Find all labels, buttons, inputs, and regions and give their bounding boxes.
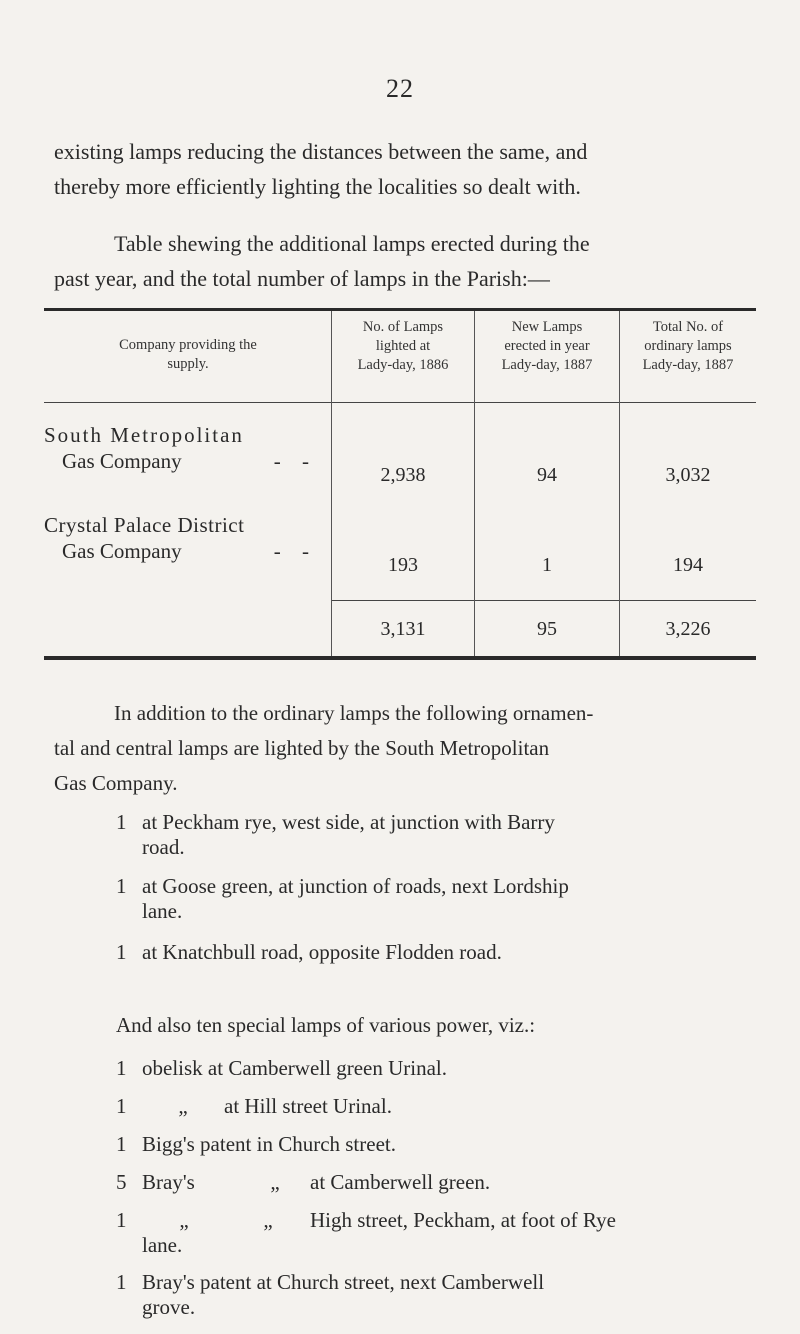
total-lighted: 3,131 [380,618,426,640]
intro-line-1: existing lamps reducing the distances between the same, and [54,139,588,164]
header-total-line: ordinary lamps [644,338,732,354]
item-text: obelisk at Camberwell green Urinal. [142,1056,447,1080]
item-text: at Camberwell green. [310,1170,491,1194]
item-text-continued: lane. [142,899,183,923]
list-item [116,1132,756,1157]
table-row-company [44,422,331,474]
item-text: at Hill street Urinal. [224,1094,392,1118]
item-text: Bray's [142,1170,195,1194]
table-intro-paragraph [54,226,758,296]
ditto-mark: „ [179,1208,189,1232]
lamps-table [44,308,756,662]
header-total-line: Lady-day, 1887 [642,357,734,373]
company-name-line-1: South Metropolitan [44,423,244,447]
column-divider [619,311,620,656]
item-text: Bigg's patent in Church street. [142,1132,396,1156]
item-count: 1 [116,810,127,834]
item-count: 5 [116,1170,127,1194]
item-count: 1 [116,1270,127,1294]
header-lighted-line: Lady-day, 1886 [357,357,449,373]
item-text-continued: lane. [142,1233,183,1257]
item-count: 1 [116,1132,127,1156]
table-intro-line-1: Table shewing the additional lamps erected during the [114,231,590,256]
ditto-mark: „ [178,1094,188,1118]
table-header-rule [44,402,756,403]
list-item [116,810,756,860]
table-sum-rule [331,600,756,601]
list-item [116,1170,756,1195]
header-lighted-line: No. of Lamps [362,319,444,335]
item-count: 1 [116,940,127,964]
list-item [116,874,756,924]
ditto-mark: „ [270,1170,280,1194]
column-divider [474,311,475,656]
ornamental-paragraph [54,696,758,801]
company-name-line-1: Crystal Palace District [44,513,245,537]
cell-new: 1 [542,554,552,576]
header-company-line: Company providing the [119,337,257,353]
header-lighted-line: lighted at [375,338,431,354]
header-company [58,336,318,374]
table-top-rule [44,308,756,311]
header-new-line: New Lamps [511,319,583,335]
item-count: 1 [116,874,127,898]
header-total-line: Total No. of [652,319,724,335]
item-count: 1 [116,1056,127,1080]
ornamental-line-3: Gas Company. [54,771,178,795]
column-divider [331,311,332,656]
header-lighted [333,318,473,375]
cell-lighted: 2,938 [380,464,426,486]
table-intro-line-2: past year, and the total number of lamps in the Parish:— [54,266,550,291]
item-text: High street, Peckham, at foot of Rye [310,1208,616,1232]
list-item [116,940,756,965]
item-text-continued: road. [142,835,185,859]
intro-paragraph [54,134,758,204]
item-text: at Knatchbull road, opposite Flodden road. [142,940,502,964]
table-bottom-rule [44,656,756,660]
item-text: at Goose green, at junction of roads, next Lordship [142,874,569,898]
leader-dashes: - - [273,539,317,563]
list-item [116,1270,756,1320]
header-new-line: erected in year [504,338,590,354]
item-text: Bray's patent at Church street, next Camberwell [142,1270,545,1294]
ornamental-line-1: In addition to the ordinary lamps the following ornamen- [114,701,594,725]
header-new-line: Lady-day, 1887 [501,357,593,373]
total-total: 3,226 [665,618,711,640]
item-text-continued: grove. [142,1295,196,1319]
cell-lighted: 193 [388,554,418,576]
cell-new: 94 [537,464,557,486]
cell-total: 194 [673,554,703,576]
leader-dashes: - - [273,449,317,473]
company-name-line-2: Gas Company [62,449,182,473]
list-item [116,1056,756,1081]
special-intro: And also ten special lamps of various power, viz.: [116,1013,536,1037]
item-count: 1 [116,1208,127,1232]
table-row-company [44,512,331,564]
item-text: at Peckham rye, west side, at junction with Barry [142,810,555,834]
ditto-mark: „ [263,1208,273,1232]
intro-line-2: thereby more efficiently lighting the localities so dealt with. [54,174,581,199]
item-count: 1 [116,1094,127,1118]
cell-total: 3,032 [665,464,711,486]
header-total [621,318,755,375]
ornamental-line-2: tal and central lamps are lighted by the South Metropolitan [54,736,550,760]
list-item [116,1208,756,1258]
header-company-line: supply. [167,356,209,372]
total-new: 95 [537,618,557,640]
page-number: 22 [386,74,414,103]
list-item [116,1094,756,1119]
company-name-line-2: Gas Company [62,539,182,563]
header-new [476,318,618,375]
